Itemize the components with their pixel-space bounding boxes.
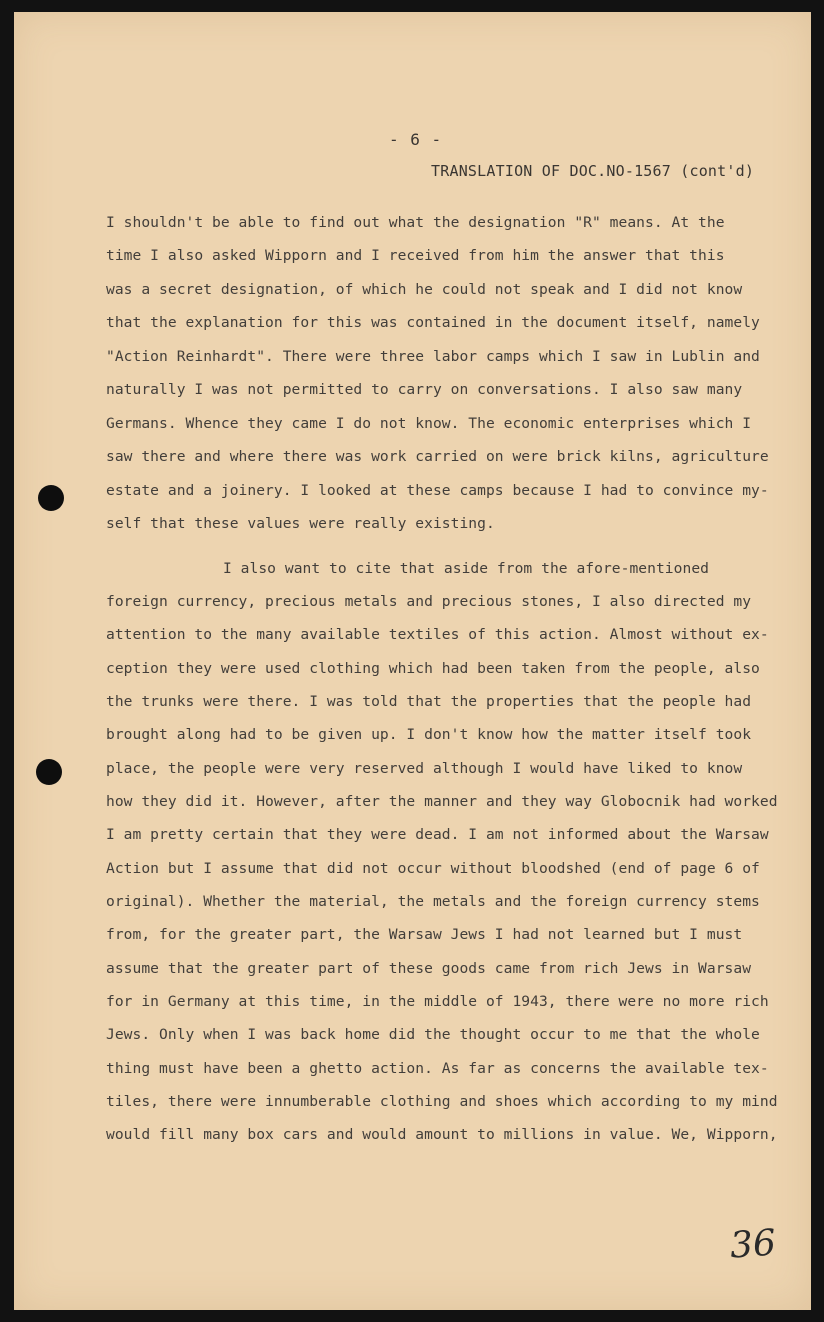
text-line: I also want to cite that aside from the afore-mentioned	[223, 560, 709, 577]
text-line: assume that the greater part of these goods came from rich Jews in Warsaw	[106, 960, 752, 977]
text-line: I am pretty certain that they were dead. I am not informed about the Warsaw	[106, 826, 769, 843]
page-number: - 6 -	[389, 130, 443, 149]
text-line: would fill many box cars and would amount to millions in value. We, Wipporn,	[106, 1126, 778, 1143]
text-line: foreign currency, precious metals and precious stones, I also directed my	[106, 593, 752, 610]
punch-hole	[36, 759, 62, 785]
text-line: that the explanation for this was contained in the document itself, namely	[106, 314, 760, 331]
text-line: for in Germany at this time, in the middle of 1943, there were no more rich	[106, 993, 769, 1010]
document-page	[14, 12, 811, 1310]
text-line: saw there and where there was work carried on were brick kilns, agriculture	[106, 448, 769, 465]
text-line: ception they were used clothing which had been taken from the people, also	[106, 660, 760, 677]
text-line: "Action Reinhardt". There were three labor camps which I saw in Lublin and	[106, 348, 760, 365]
text-line: Action but I assume that did not occur without bloodshed (end of page 6 of	[106, 860, 760, 877]
text-line: original). Whether the material, the metals and the foreign currency stems	[106, 893, 760, 910]
text-line: from, for the greater part, the Warsaw Jews I had not learned but I must	[106, 926, 743, 943]
text-line: the trunks were there. I was told that the properties that the people had	[106, 693, 752, 710]
text-line: Jews. Only when I was back home did the thought occur to me that the whole	[106, 1026, 760, 1043]
text-line: Germans. Whence they came I do not know. The economic enterprises which I	[106, 415, 752, 432]
text-line: self that these values were really existing.	[106, 515, 495, 532]
text-line: naturally I was not permitted to carry on conversations. I also saw many	[106, 381, 743, 398]
text-line: was a secret designation, of which he could not speak and I did not know	[106, 281, 743, 298]
text-line: place, the people were very reserved although I would have liked to know	[106, 760, 743, 777]
text-line: time I also asked Wipporn and I received from him the answer that this	[106, 247, 725, 264]
text-line: brought along had to be given up. I don't know how the matter itself took	[106, 726, 752, 743]
text-line: I shouldn't be able to find out what the designation "R" means. At the	[106, 214, 725, 231]
text-line: estate and a joinery. I looked at these camps because I had to convince my-	[106, 482, 769, 499]
document-heading: TRANSLATION OF DOC.NO-1567 (cont'd)	[431, 162, 755, 180]
punch-hole	[38, 485, 64, 511]
text-line: thing must have been a ghetto action. As far as concerns the available tex-	[106, 1060, 769, 1077]
handwritten-folio-number: 36	[728, 1222, 778, 1267]
text-line: tiles, there were innumberable clothing and shoes which according to my mind	[106, 1093, 778, 1110]
text-line: how they did it. However, after the manner and they way Globocnik had worked	[106, 793, 778, 810]
text-line: attention to the many available textiles of this action. Almost without ex-	[106, 626, 769, 643]
